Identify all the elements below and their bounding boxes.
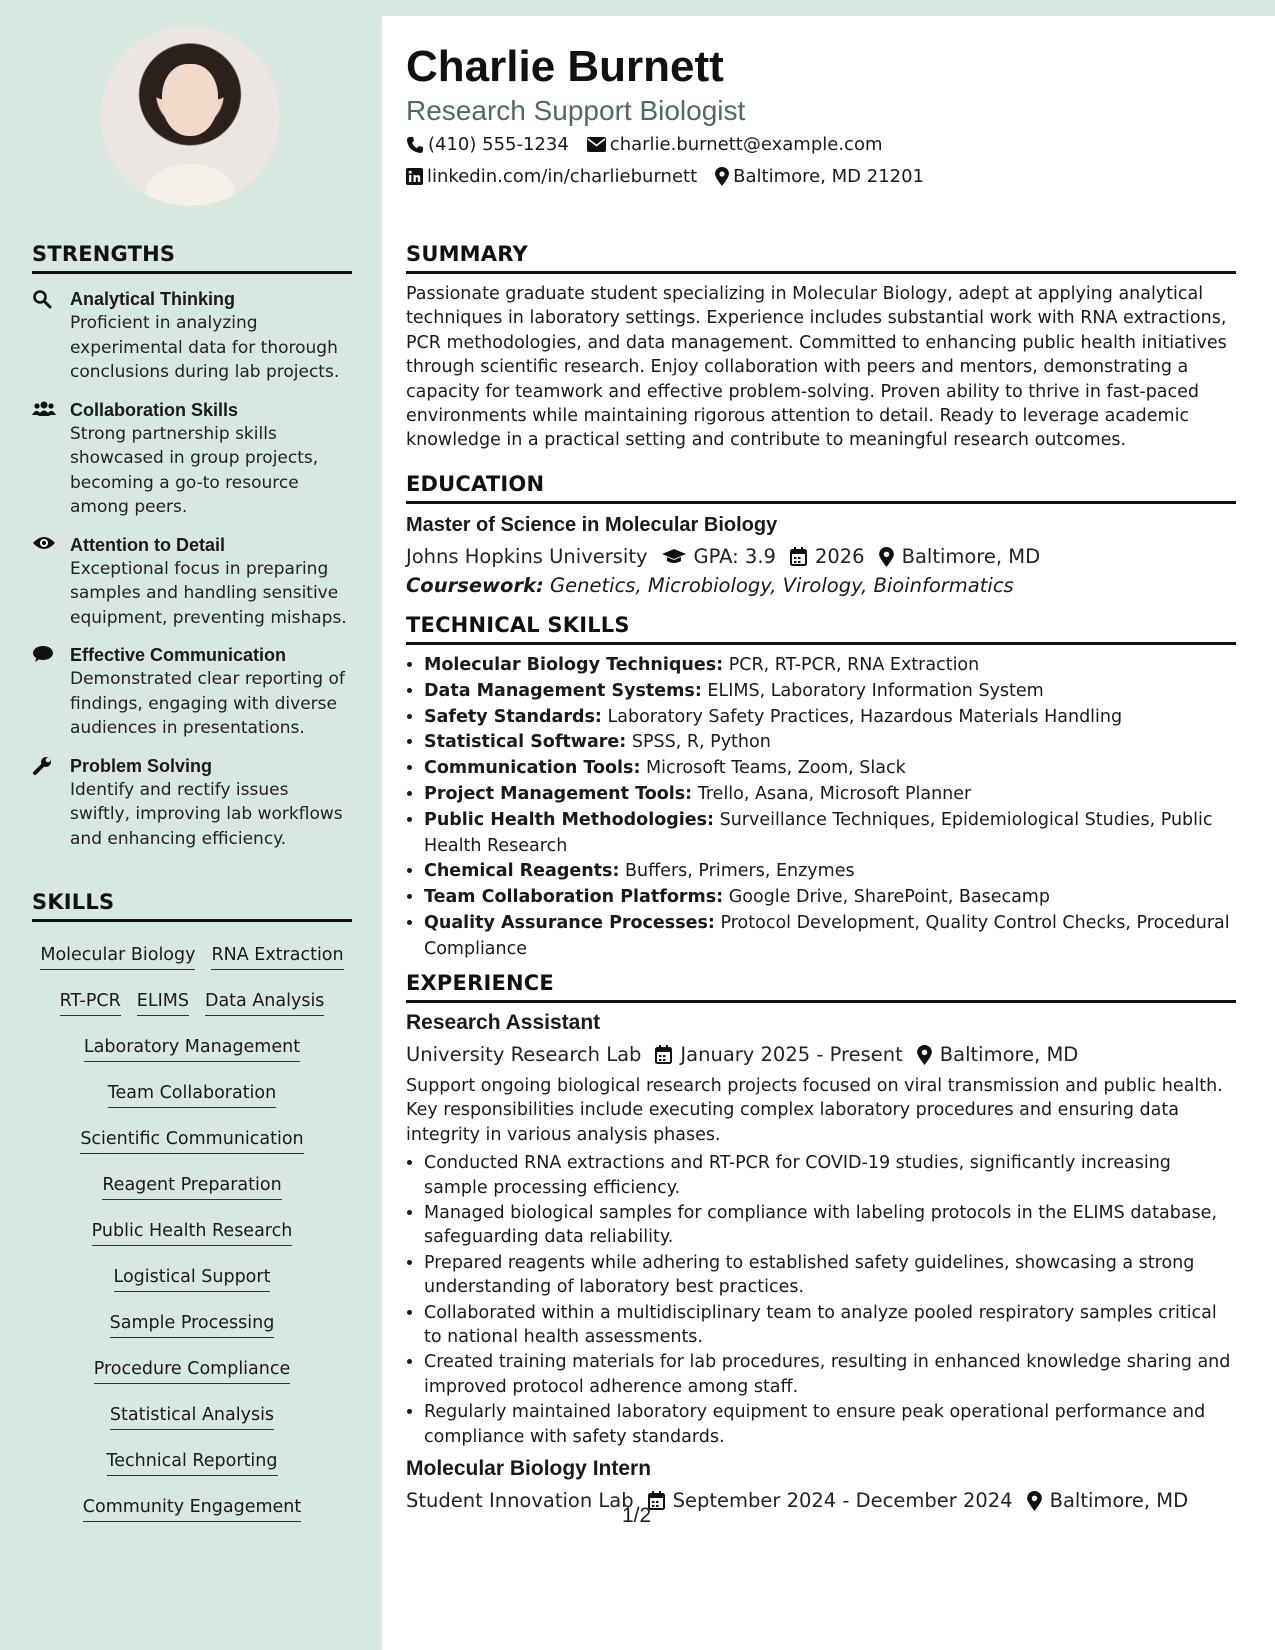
technical-skills-section bbox=[406, 613, 1236, 963]
skill-values: Protocol Development, Quality Control Checks, Procedural Compliance bbox=[424, 912, 1230, 959]
skill-tag: Reagent Preparation bbox=[102, 1170, 281, 1200]
school-name: Johns Hopkins University bbox=[406, 545, 648, 568]
strength-description: Identify and rectify issues swiftly, improving lab workflows and enhancing efficiency. bbox=[70, 779, 343, 849]
strengths-section bbox=[32, 242, 352, 851]
page-indicator: 1/2 bbox=[622, 1504, 652, 1527]
skill-category: Quality Assurance Processes: bbox=[424, 912, 715, 933]
list-item bbox=[424, 808, 1236, 860]
coursework-line bbox=[406, 574, 1236, 597]
location-text: Baltimore, MD 21201 bbox=[733, 166, 925, 187]
contact-row-1 bbox=[406, 134, 901, 155]
list-item bbox=[424, 756, 1236, 782]
skill-values: Buffers, Primers, Enzymes bbox=[625, 861, 855, 882]
experience-section bbox=[406, 971, 1236, 1512]
list-item bbox=[424, 705, 1236, 731]
skill-values: Laboratory Safety Practices, Hazardous Materials Handling bbox=[607, 706, 1123, 727]
strength-description: Demonstrated clear reporting of findings, engaging with diverse audiences in presentations. bbox=[70, 669, 345, 738]
list-item: • Created training materials for lab procedures, resulting in enhanced knowledge sharing and improved protocol adherence among staff. bbox=[424, 1350, 1236, 1399]
skill-values: PCR, RT-PCR, RNA Extraction bbox=[728, 655, 980, 675]
skills-tag-list bbox=[32, 932, 352, 1530]
list-item bbox=[424, 679, 1236, 705]
strengths-heading: STRENGTHS bbox=[32, 242, 352, 274]
users-icon bbox=[32, 400, 54, 420]
list-item bbox=[424, 911, 1236, 963]
job-entry bbox=[406, 1011, 1236, 1449]
job-summary: Support ongoing biological research projects focused on viral transmission and public health. Key responsibilities include executing complex laboratory procedures and ensuring data integrity in various analysis phases. bbox=[406, 1076, 1223, 1145]
skill-category: Communication Tools: bbox=[424, 758, 641, 779]
map-pin-icon bbox=[879, 547, 894, 567]
map-pin-icon bbox=[917, 1045, 932, 1065]
phone-contact[interactable] bbox=[406, 134, 569, 155]
experience-heading: EXPERIENCE bbox=[406, 971, 1236, 1003]
list-item bbox=[424, 730, 1236, 756]
skill-category: Team Collaboration Platforms: bbox=[424, 887, 724, 908]
strength-item bbox=[32, 643, 352, 741]
education-location-item bbox=[879, 545, 1041, 568]
strength-title: Analytical Thinking bbox=[70, 289, 236, 309]
education-location-text: Baltimore, MD bbox=[901, 545, 1041, 568]
linkedin-contact[interactable] bbox=[406, 166, 697, 187]
skill-tag: Community Engagement bbox=[83, 1492, 301, 1522]
candidate-title: Research Support Biologist bbox=[406, 95, 746, 126]
technical-skills-list bbox=[406, 653, 1236, 963]
list-item: • Managed biological samples for compliance with labeling protocols in the ELIMS database, safeguarding data reliability. bbox=[424, 1201, 1236, 1250]
strength-item bbox=[32, 533, 352, 631]
job-org: University Research Lab bbox=[406, 1043, 642, 1066]
job-title: Research Assistant bbox=[406, 1011, 601, 1034]
coursework-text: Genetics, Microbiology, Virology, Bioinformatics bbox=[550, 574, 1014, 597]
skill-tag: Technical Reporting bbox=[107, 1446, 278, 1476]
skill-tag: Data Analysis bbox=[205, 986, 324, 1016]
job-entry bbox=[406, 1457, 1236, 1512]
skills-heading: SKILLS bbox=[32, 890, 352, 922]
list-item: • Conducted RNA extractions and RT-PCR for COVID-19 studies, significantly increasing sample processing efficiency. bbox=[424, 1151, 1236, 1200]
strength-item bbox=[32, 754, 352, 852]
location-contact bbox=[715, 166, 924, 187]
strength-description: Proficient in analyzing experimental data for thorough conclusions during lab projects. bbox=[70, 313, 340, 382]
job-bullets bbox=[406, 1151, 1236, 1449]
map-pin-icon bbox=[715, 167, 729, 186]
skill-tag: Statistical Analysis bbox=[110, 1400, 274, 1430]
list-item bbox=[424, 885, 1236, 911]
education-heading: EDUCATION bbox=[406, 472, 1236, 504]
calendar-icon bbox=[790, 547, 807, 566]
job-location-text: Baltimore, MD bbox=[939, 1043, 1079, 1066]
job-dates-item bbox=[655, 1043, 902, 1066]
eye-icon bbox=[32, 535, 54, 555]
phone-icon bbox=[406, 136, 424, 154]
skills-section bbox=[32, 890, 352, 1530]
skill-tag: RNA Extraction bbox=[211, 940, 343, 970]
summary-section bbox=[406, 242, 1236, 453]
skill-values: ELIMS, Laboratory Information System bbox=[707, 680, 1044, 701]
email-contact[interactable] bbox=[587, 134, 883, 155]
gpa-text: GPA: 3.9 bbox=[693, 545, 776, 568]
list-item bbox=[424, 782, 1236, 808]
job-dates-text: September 2024 - December 2024 bbox=[672, 1489, 1013, 1513]
strength-item bbox=[32, 398, 352, 520]
skill-values: Google Drive, SharePoint, Basecamp bbox=[728, 887, 1050, 908]
contact-row-2 bbox=[406, 166, 942, 187]
main-content bbox=[382, 16, 1275, 1650]
job-dates-text: January 2025 - Present bbox=[680, 1043, 903, 1066]
map-pin-icon bbox=[1027, 1491, 1042, 1511]
skill-tag: Procedure Compliance bbox=[94, 1354, 291, 1384]
strength-title: Effective Communication bbox=[70, 645, 287, 665]
candidate-name: Charlie Burnett bbox=[406, 42, 724, 91]
skill-category: Chemical Reagents: bbox=[424, 861, 620, 882]
skill-tag: RT-PCR bbox=[60, 986, 121, 1016]
skill-category: Public Health Methodologies: bbox=[424, 809, 715, 830]
coursework-label: Coursework: bbox=[406, 574, 544, 597]
job-title: Molecular Biology Intern bbox=[406, 1457, 652, 1481]
job-location-text: Baltimore, MD bbox=[1049, 1489, 1189, 1513]
skill-values: Trello, Asana, Microsoft Planner bbox=[697, 783, 972, 804]
graduation-cap-icon bbox=[662, 548, 686, 565]
education-meta bbox=[406, 545, 1236, 568]
list-item: • Prepared reagents while adhering to established safety guidelines, showcasing a strong understanding of laboratory best practices. bbox=[424, 1251, 1236, 1300]
skill-values: SPSS, R, Python bbox=[631, 732, 771, 753]
job-location-item bbox=[917, 1043, 1079, 1066]
list-item: • Collaborated within a multidisciplinary team to analyze pooled respiratory samples critical to national health assessments. bbox=[424, 1301, 1236, 1350]
summary-text: Passionate graduate student specializing in Molecular Biology, adept at applying analytical techniques in laboratory settings. Experience includes substantial work with RNA extractions, PCR methodologies, and data management. Committed to enhancing public health initiatives through scientific research. Enjoy collaboration with peers and mentors, demonstrating a capacity for teamwork and effective problem-solving. Proven ability to thrive in fast-paced environments while maintaining rigorous attention to detail. Ready to leverage academic knowledge in a practical setting and contribute to meaningful research outcomes. bbox=[406, 284, 1227, 451]
profile-photo bbox=[100, 26, 280, 206]
strength-title: Collaboration Skills bbox=[70, 399, 239, 420]
strength-title: Problem Solving bbox=[70, 755, 213, 776]
list-item bbox=[424, 859, 1236, 885]
strength-title: Attention to Detail bbox=[70, 534, 225, 555]
skill-tag: Logistical Support bbox=[114, 1262, 271, 1292]
strength-description: Exceptional focus in preparing samples and handling sensitive equipment, preventing mishaps. bbox=[70, 558, 347, 628]
wrench-icon bbox=[32, 756, 54, 776]
search-icon bbox=[32, 289, 54, 309]
linkedin-icon bbox=[406, 168, 423, 185]
skill-category: Project Management Tools: bbox=[424, 783, 693, 804]
skill-category: Molecular Biology Techniques: bbox=[424, 655, 724, 675]
skill-tag: ELIMS bbox=[137, 986, 189, 1016]
skill-values: Surveillance Techniques, Epidemiological Studies, Public Health Research bbox=[424, 809, 1213, 856]
gpa-item bbox=[662, 545, 776, 568]
job-meta bbox=[406, 1489, 1236, 1512]
skill-tag: Molecular Biology bbox=[40, 940, 195, 970]
strength-item bbox=[32, 287, 352, 385]
summary-heading: SUMMARY bbox=[406, 242, 1236, 274]
job-org: Student Innovation Lab bbox=[406, 1489, 634, 1513]
skill-tag: Team Collaboration bbox=[108, 1078, 276, 1108]
sidebar bbox=[0, 0, 382, 1650]
skill-category: Data Management Systems: bbox=[424, 680, 702, 701]
grad-year-item bbox=[790, 545, 865, 568]
linkedin-text: linkedin.com/in/charlieburnett bbox=[427, 166, 698, 187]
skill-tag: Laboratory Management bbox=[84, 1032, 300, 1062]
job-location-item bbox=[1027, 1489, 1189, 1512]
skill-category: Safety Standards: bbox=[424, 706, 602, 727]
skill-tag: Sample Processing bbox=[110, 1308, 275, 1338]
envelope-icon bbox=[587, 137, 606, 152]
strength-description: Strong partnership skills showcased in group projects, becoming a go-to resource among peers. bbox=[70, 423, 319, 517]
job-meta bbox=[406, 1043, 1236, 1066]
comment-icon bbox=[32, 645, 54, 665]
skill-category: Statistical Software: bbox=[424, 732, 627, 753]
grad-year-text: 2026 bbox=[814, 545, 865, 568]
education-section bbox=[406, 472, 1236, 597]
calendar-icon bbox=[655, 1045, 672, 1064]
job-dates-item bbox=[648, 1489, 1013, 1512]
list-item: • Regularly maintained laboratory equipment to ensure peak operational performance and compliance with safety standards. bbox=[424, 1400, 1236, 1449]
skill-tag: Public Health Research bbox=[92, 1216, 293, 1246]
skill-values: Microsoft Teams, Zoom, Slack bbox=[646, 758, 906, 779]
email-text: charlie.burnett@example.com bbox=[609, 134, 883, 155]
phone-text: (410) 555-1234 bbox=[428, 134, 569, 155]
degree-title: Master of Science in Molecular Biology bbox=[406, 514, 778, 536]
technical-skills-heading: TECHNICAL SKILLS bbox=[406, 613, 1236, 645]
skill-tag: Scientific Communication bbox=[80, 1124, 303, 1154]
list-item bbox=[424, 653, 1236, 679]
